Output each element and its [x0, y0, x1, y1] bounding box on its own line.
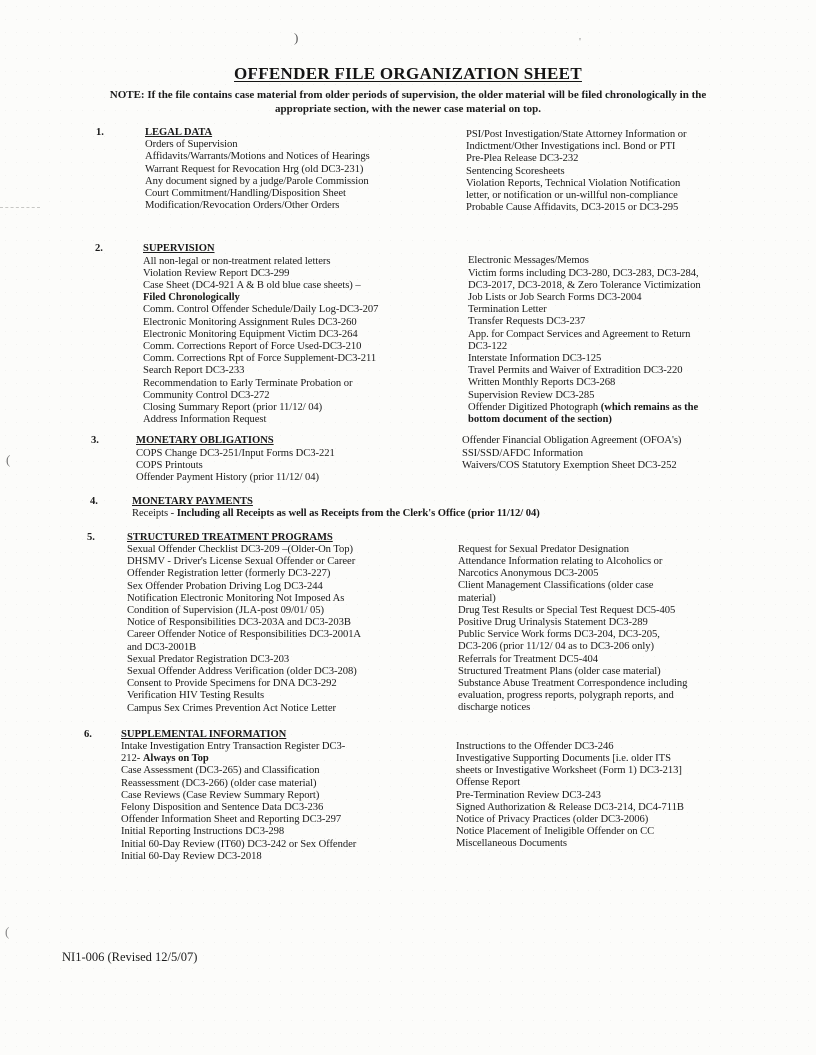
- item-text: Travel Permits and Waiver of Extradition DC3-220: [468, 365, 683, 377]
- list-item: [127, 581, 445, 593]
- item-text: Sexual Predator Registration DC3-203: [127, 653, 290, 665]
- list-item: [468, 414, 788, 426]
- item-text: Public Service Work forms DC3-204, DC3-205,: [458, 629, 660, 641]
- item-text: Electronic Messages/Memos: [468, 255, 589, 267]
- list-item: [127, 568, 445, 580]
- item-text: Positive Drug Urinalysis Statement DC3-289: [458, 616, 648, 628]
- item-text: Felony Disposition and Sentence Data DC3-236: [121, 801, 324, 813]
- list-item: [468, 329, 788, 341]
- section-supervision: [0, 243, 816, 426]
- list-item: [458, 605, 778, 617]
- list-item: [468, 402, 788, 414]
- item-text: Narcotics Anonymous DC3-2005: [458, 568, 599, 580]
- list-item: [456, 826, 776, 838]
- list-item: [456, 790, 776, 802]
- list-item: [121, 765, 439, 777]
- list-item: [143, 341, 461, 353]
- item-text: Notice of Responsibilities DC3-203A and DC3-203B: [127, 617, 351, 629]
- item-text: Campus Sex Crimes Prevention Act Notice Letter: [127, 702, 336, 714]
- list-item: [468, 353, 788, 365]
- scan-artifact: [0, 207, 40, 208]
- list-item: [468, 304, 788, 316]
- list-item: [466, 190, 786, 202]
- item-text: Offender Digitized Photograph: [468, 401, 601, 413]
- list-item: [136, 472, 454, 484]
- item-text: Case Sheet (DC4-921 A & B old blue case sheets) –: [143, 280, 361, 292]
- list-item: [462, 460, 782, 472]
- list-item: [127, 678, 445, 690]
- item-text: Comm. Corrections Report of Force Used-DC3-210: [143, 341, 362, 353]
- item-text: Notice Placement of Ineligible Offender on CC: [456, 826, 655, 838]
- item-text: DHSMV - Driver's License Sexual Offender or Career: [127, 556, 356, 568]
- item-text: Violation Review Report DC3-299: [143, 267, 290, 279]
- item-text: Comm. Control Offender Schedule/Daily Log-DC3-207: [143, 304, 379, 316]
- list-item: [143, 304, 461, 316]
- list-item: [468, 280, 788, 292]
- item-text: Initial 60-Day Review DC3-2018: [121, 850, 262, 862]
- item-text: 212-: [121, 753, 143, 765]
- list-item: [143, 390, 461, 402]
- item-text: sheets or Investigative Worksheet (Form 1) DC3-213]: [456, 765, 682, 777]
- section-number: 3.: [91, 435, 99, 447]
- item-text: Career Offender Notice of Responsibilities DC3-2001A: [127, 629, 362, 641]
- section-heading: SUPPLEMENTAL INFORMATION: [121, 728, 287, 740]
- section-number: 1.: [96, 127, 104, 138]
- scan-artifact: (: [6, 452, 11, 467]
- item-text: All non-legal or non-treatment related letters: [143, 255, 331, 267]
- item-text: Affidavits/Warrants/Motions and Notices of Hearings: [145, 151, 370, 163]
- item-text: DC3-2017, DC3-2018, & Zero Tolerance Victimization: [468, 279, 701, 291]
- list-item: [143, 268, 461, 280]
- column-left: [127, 532, 445, 715]
- item-text: Pre-Plea Release DC3-232: [466, 153, 579, 165]
- item-text: Transfer Requests DC3-237: [468, 316, 586, 328]
- item-text: COPS Change DC3-251/Input Forms DC3-221: [136, 447, 335, 459]
- sections-list: [0, 127, 816, 863]
- list-item: [468, 316, 788, 328]
- item-text: Sexual Offender Address Verification (older DC3-208): [127, 665, 357, 677]
- list-item: [466, 166, 786, 178]
- item-text: Offender Financial Obligation Agreement (OFOA's): [462, 435, 682, 447]
- list-item: [145, 151, 463, 163]
- list-item: [143, 402, 461, 414]
- list-item: [145, 164, 463, 176]
- item-text: Pre-Termination Review DC3-243: [456, 789, 601, 801]
- column-right: [468, 255, 788, 426]
- item-text: Initial 60-Day Review (IT60) DC3-242 or Sex Offender: [121, 838, 357, 850]
- list-item: [466, 178, 786, 190]
- column-right: [456, 741, 776, 851]
- document-title: OFFENDER FILE ORGANIZATION SHEET: [234, 64, 582, 83]
- list-item: [143, 317, 461, 329]
- item-text: Structured Treatment Plans (older case material): [458, 665, 661, 677]
- list-item: [468, 365, 788, 377]
- section-heading: MONETARY PAYMENTS: [132, 496, 253, 508]
- list-item: [456, 741, 776, 753]
- list-item: [127, 556, 445, 568]
- item-text: Attendance Information relating to Alcoholics or: [458, 555, 663, 567]
- item-text-bold: bottom document of the section): [468, 414, 612, 426]
- note-block: [0, 88, 816, 116]
- note-line-2: appropriate section, with the newer case material on top.: [274, 103, 541, 115]
- list-item: [456, 802, 776, 814]
- note-line-1: NOTE: If the file contains case material from older periods of supervision, the older material will be filed chronologically in the: [109, 89, 707, 101]
- list-item: [127, 617, 445, 629]
- item-text: Offense Report: [456, 777, 521, 789]
- item-text: evaluation, progress reports, polygraph reports, and: [458, 690, 674, 702]
- list-item: [136, 448, 454, 460]
- scan-artifact: ': [579, 36, 581, 48]
- item-text: letter, or notification or un-willful non-compliance: [466, 190, 678, 202]
- section-heading: STRUCTURED TREATMENT PROGRAMS: [127, 531, 333, 543]
- list-item: [121, 778, 439, 790]
- item-text: Warrant Request for Revocation Hrg (old DC3-231): [145, 163, 364, 175]
- list-item: [143, 292, 461, 304]
- list-item: [143, 353, 461, 365]
- list-item: [127, 629, 445, 641]
- item-text: Sentencing Scoresheets: [466, 165, 565, 177]
- list-item: [458, 568, 778, 580]
- item-text: Condition of Supervision (JLA-post 09/01/ 05): [127, 604, 324, 616]
- item-text: Sex Offender Probation Driving Log DC3-244: [127, 580, 323, 592]
- list-item: [458, 690, 778, 702]
- list-item: [466, 129, 786, 141]
- section-heading: MONETARY OBLIGATIONS: [136, 435, 274, 447]
- section-monetary-obligations: [0, 435, 816, 484]
- list-item: [145, 188, 463, 200]
- list-item: [145, 139, 463, 151]
- list-item: [458, 702, 778, 714]
- section-heading: SUPERVISION: [143, 243, 215, 255]
- item-text-bold: Always on Top: [142, 753, 209, 765]
- scan-artifact: ): [294, 30, 299, 45]
- list-item: [466, 141, 786, 153]
- list-item: [468, 292, 788, 304]
- list-item: [458, 544, 778, 556]
- column-left: [121, 729, 439, 863]
- item-text: Community Control DC3-272: [143, 389, 270, 401]
- list-item: [458, 580, 778, 592]
- item-text: Electronic Monitoring Assignment Rules DC3-260: [143, 316, 357, 328]
- item-text: Instructions to the Offender DC3-246: [456, 740, 614, 752]
- item-text: Drug Test Results or Special Test Request DC5-405: [458, 604, 676, 616]
- item-text: Receipts -: [132, 508, 177, 520]
- column-left: [143, 243, 461, 426]
- item-text: Indictment/Other Investigations incl. Bond or PTI: [466, 141, 676, 153]
- item-text: Closing Summary Report (prior 11/12/ 04): [143, 402, 323, 414]
- list-item: [468, 268, 788, 280]
- list-item: [456, 753, 776, 765]
- form-number: NI1-006 (Revised 12/5/07): [62, 950, 198, 964]
- list-item: [121, 753, 439, 765]
- list-item: [127, 690, 445, 702]
- item-text: Comm. Corrections Rpt of Force Supplement-DC3-211: [143, 353, 377, 365]
- section-heading: LEGAL DATA: [145, 127, 213, 138]
- column-left: [132, 496, 692, 520]
- item-text: Verification HIV Testing Results: [127, 690, 265, 702]
- list-item: [456, 838, 776, 850]
- list-item: [466, 153, 786, 165]
- item-text: PSI/Post Investigation/State Attorney Information or: [466, 129, 687, 140]
- list-item: [121, 790, 439, 802]
- section-monetary-payments: [0, 496, 816, 520]
- section-number: 5.: [87, 531, 95, 543]
- list-item: [127, 642, 445, 654]
- list-item: [121, 802, 439, 814]
- item-text: Referrals for Treatment DC5-404: [458, 653, 598, 665]
- list-item: [466, 202, 786, 214]
- item-text: Notification Electronic Monitoring Not Imposed As: [127, 592, 345, 604]
- item-text: Probable Cause Affidavits, DC3-2015 or DC3-295: [466, 202, 679, 214]
- list-item: [127, 593, 445, 605]
- list-item: [127, 654, 445, 666]
- section-number: 6.: [84, 728, 92, 740]
- list-item: [121, 851, 439, 863]
- item-text: Search Report DC3-233: [143, 365, 245, 377]
- item-text: Case Assessment (DC3-265) and Classification: [121, 765, 320, 777]
- list-item: [143, 378, 461, 390]
- item-text: Offender Payment History (prior 11/12/ 04): [136, 472, 319, 484]
- column-right: [466, 129, 786, 214]
- list-item: [458, 666, 778, 678]
- item-text: Initial Reporting Instructions DC3-298: [121, 826, 285, 838]
- item-text: Reassessment (DC3-266) (older case material): [121, 777, 317, 789]
- item-text: Court Commitment/Handling/Disposition Sheet: [145, 188, 346, 200]
- list-item: [468, 390, 788, 402]
- item-text: Offender Registration letter (formerly DC3-227): [127, 568, 331, 580]
- scan-artifact: (: [5, 924, 10, 939]
- list-item: [127, 703, 445, 715]
- item-text: Signed Authorization & Release DC3-214, DC4-711B: [456, 801, 684, 813]
- item-text: Violation Reports, Technical Violation Notification: [466, 177, 681, 189]
- item-text-bold: (which remains as the: [600, 401, 699, 413]
- list-item: [458, 556, 778, 568]
- list-item: [468, 255, 788, 267]
- section-legal-data: [0, 127, 816, 212]
- item-text: COPS Printouts: [136, 459, 203, 471]
- item-text: Supervision Review DC3-285: [468, 389, 595, 401]
- item-text: Notice of Privacy Practices (older DC3-2006): [456, 813, 649, 825]
- section-structured-treatment-programs: [0, 532, 816, 715]
- list-item: [143, 256, 461, 268]
- list-item: [121, 741, 439, 753]
- section-number: 2.: [95, 243, 103, 255]
- item-text: Termination Letter: [468, 304, 547, 316]
- list-item: [462, 448, 782, 460]
- item-text: Address Information Request: [143, 414, 267, 426]
- list-item: [143, 329, 461, 341]
- column-right: [462, 435, 782, 472]
- section-supplemental-information: [0, 729, 816, 863]
- list-item: [458, 641, 778, 653]
- list-item: [456, 814, 776, 826]
- item-text: Intake Investigation Entry Transaction Register DC3-: [121, 740, 346, 752]
- item-text: Case Reviews (Case Review Summary Report): [121, 789, 320, 801]
- list-item: [121, 826, 439, 838]
- list-item: [458, 617, 778, 629]
- item-text: Sexual Offender Checklist DC3-209 –(Older-On Top): [127, 543, 353, 555]
- item-text: Request for Sexual Predator Designation: [458, 543, 630, 555]
- list-item: [458, 629, 778, 641]
- item-text: Client Management Classifications (older case: [458, 580, 654, 592]
- list-item: [145, 200, 463, 212]
- list-item: [143, 365, 461, 377]
- list-item: [458, 593, 778, 605]
- item-text: Any document signed by a judge/Parole Commission: [145, 175, 369, 187]
- column-right: [458, 544, 778, 715]
- item-text: Interstate Information DC3-125: [468, 353, 602, 365]
- item-text: DC3-122: [468, 340, 508, 352]
- list-item: [143, 414, 461, 426]
- item-text: Substance Abuse Treatment Correspondence including: [458, 677, 688, 689]
- list-item: [458, 654, 778, 666]
- list-item: [458, 678, 778, 690]
- list-item: [143, 280, 461, 292]
- item-text: Recommendation to Early Terminate Probation or: [143, 377, 353, 389]
- list-item: [456, 777, 776, 789]
- item-text: Written Monthly Reports DC3-268: [468, 377, 616, 389]
- list-item: [136, 460, 454, 472]
- list-item: [127, 544, 445, 556]
- list-item: [127, 666, 445, 678]
- list-item: [462, 435, 782, 447]
- item-text: Electronic Monitoring Equipment Victim DC3-264: [143, 328, 358, 340]
- item-text: material): [458, 592, 496, 604]
- list-item: [145, 176, 463, 188]
- item-text: discharge notices: [458, 702, 531, 714]
- item-text: Investigative Supporting Documents [i.e. older ITS: [456, 752, 671, 764]
- list-item: [121, 839, 439, 851]
- item-text: Victim forms including DC3-280, DC3-283, DC3-284,: [468, 267, 699, 279]
- item-text: Offender Information Sheet and Reporting DC3-297: [121, 814, 342, 826]
- section-number: 4.: [90, 496, 98, 508]
- item-text: Consent to Provide Specimens for DNA DC3-292: [127, 678, 337, 690]
- item-text: DC3-206 (prior 11/12/ 04 as to DC3-206 only): [458, 641, 655, 653]
- list-item: [127, 605, 445, 617]
- item-text: Job Lists or Job Search Forms DC3-2004: [468, 292, 642, 304]
- item-text: Waivers/COS Statutory Exemption Sheet DC3-252: [462, 459, 677, 471]
- item-text: App. for Compact Services and Agreement to Return: [468, 328, 691, 340]
- list-item: [468, 377, 788, 389]
- item-text: Modification/Revocation Orders/Other Orders: [145, 200, 340, 212]
- list-item: [468, 341, 788, 353]
- item-text: and DC3-2001B: [127, 641, 197, 653]
- item-text-bold: Including all Receipts as well as Receipts from the Clerk's Office (prior 11/12/ 04): [176, 508, 540, 520]
- item-text: Miscellaneous Documents: [456, 838, 567, 850]
- item-text: Orders of Supervision: [145, 139, 238, 151]
- item-text-bold: Filed Chronologically: [143, 292, 240, 304]
- column-left: [136, 435, 454, 484]
- list-item: [121, 814, 439, 826]
- item-text: SSI/SSD/AFDC Information: [462, 447, 583, 459]
- column-left: [145, 127, 463, 212]
- list-item: [456, 765, 776, 777]
- list-item: [132, 508, 692, 520]
